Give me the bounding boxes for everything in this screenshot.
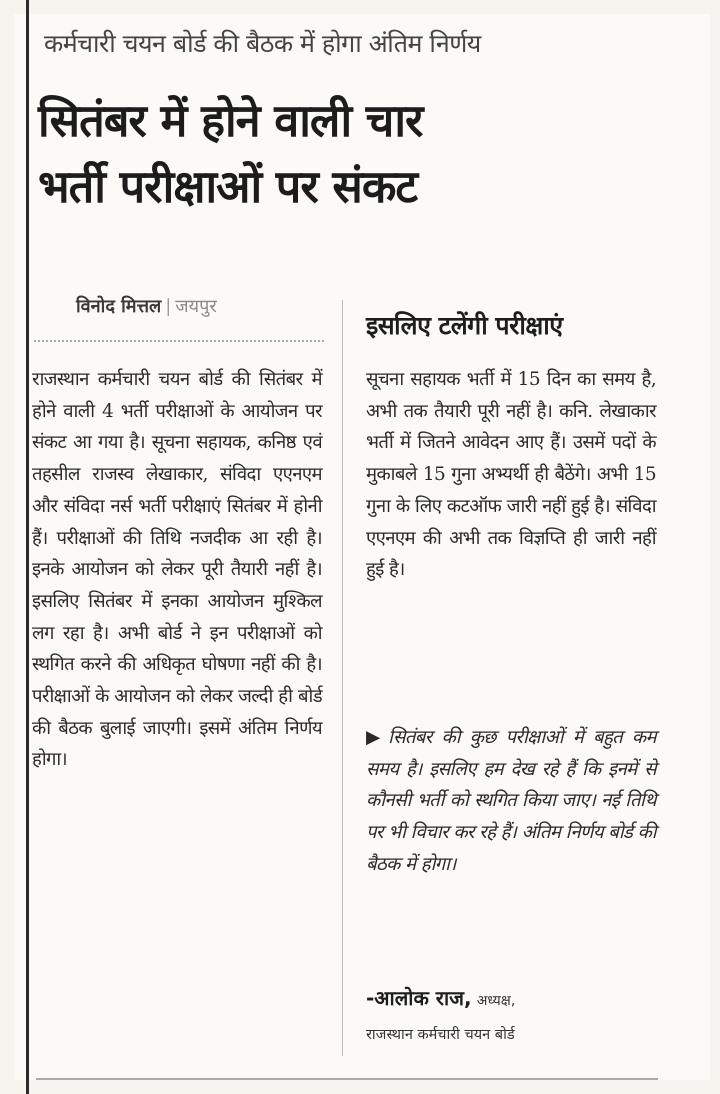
byline-dotted-rule <box>34 340 324 342</box>
pull-quote <box>366 722 656 881</box>
attribution-name: -आलोक राज, <box>366 986 472 1010</box>
kicker-headline: कर्मचारी चयन बोर्ड की बैठक में होगा अंतिम निर्णय <box>44 29 481 58</box>
byline-author: विनोद मित्तल <box>76 296 162 317</box>
quote-bullet-icon: ▶ <box>366 727 385 748</box>
right-column-title: इसलिए टलेंगी परीक्षाएं <box>366 311 563 340</box>
attribution-title: अध्यक्ष, <box>476 993 516 1009</box>
headline-line-2: भर्ती परीक्षाओं पर संकट <box>38 160 418 213</box>
headline-line-1: सितंबर में होने वाली चार <box>38 94 423 147</box>
byline-separator: | <box>165 296 172 317</box>
main-headline <box>38 88 688 220</box>
attribution-organization: राजस्थान कर्मचारी चयन बोर्ड <box>366 1027 515 1043</box>
right-column-body: सूचना सहायक भर्ती में 15 दिन का समय है, अभी तक तैयारी पूरी नहीं है। कनि. लेखाकार भर्ती में जितने आवेदन आए हैं। उसमें पदों के मुकाबले 15 गुना अभ्यर्थी ही बैठेंगे। अभी 15 गुना के लिए कटऑफ जारी नहीं हुई है। संविदा एएनएम की अभी तक विज्ञप्ति ही जारी नहीं हुई है। <box>366 369 656 581</box>
byline <box>76 294 217 318</box>
byline-location: जयपुर <box>175 296 217 317</box>
left-margin-rule <box>26 0 29 1094</box>
quote-attribution <box>366 984 515 1011</box>
column-divider <box>342 300 343 1056</box>
left-column-body: राजस्थान कर्मचारी चयन बोर्ड की सितंबर में होने वाली 4 भर्ती परीक्षाओं के आयोजन पर संकट आ गया है। सूचना सहायक, कनिष्ठ एवं तहसील राजस्व लेखाकार, संविदा एएनएम और संविदा नर्स भर्ती परीक्षाएं सितंबर में होनी हैं। परीक्षाओं की तिथि नजदीक आ रही है। इनके आयोजन को लेकर पूरी तैयारी नहीं है। इसलिए सितंबर में इनका आयोजन मुश्किल लग रहा है। अभी बोर्ड ने इन परीक्षाओं को स्थगित करने की अधिकृत घोषणा नहीं की है। परीक्षाओं के आयोजन को लेकर जल्दी ही बोर्ड की बैठक बुलाई जाएगी। इसमें अंतिम निर्णय होगा। <box>32 369 322 771</box>
quote-text: सितंबर की कुछ परीक्षाओं में बहुत कम समय है। इसलिए हम देख रहे हैं कि इनमें से कौनसी भर्ती को स्थगित किया जाए। नई तिथि पर भी विचार कर रहे हैं। अंतिम निर्णय बोर्ड की बैठक में होगा। <box>366 727 656 875</box>
bottom-rule <box>36 1078 658 1080</box>
